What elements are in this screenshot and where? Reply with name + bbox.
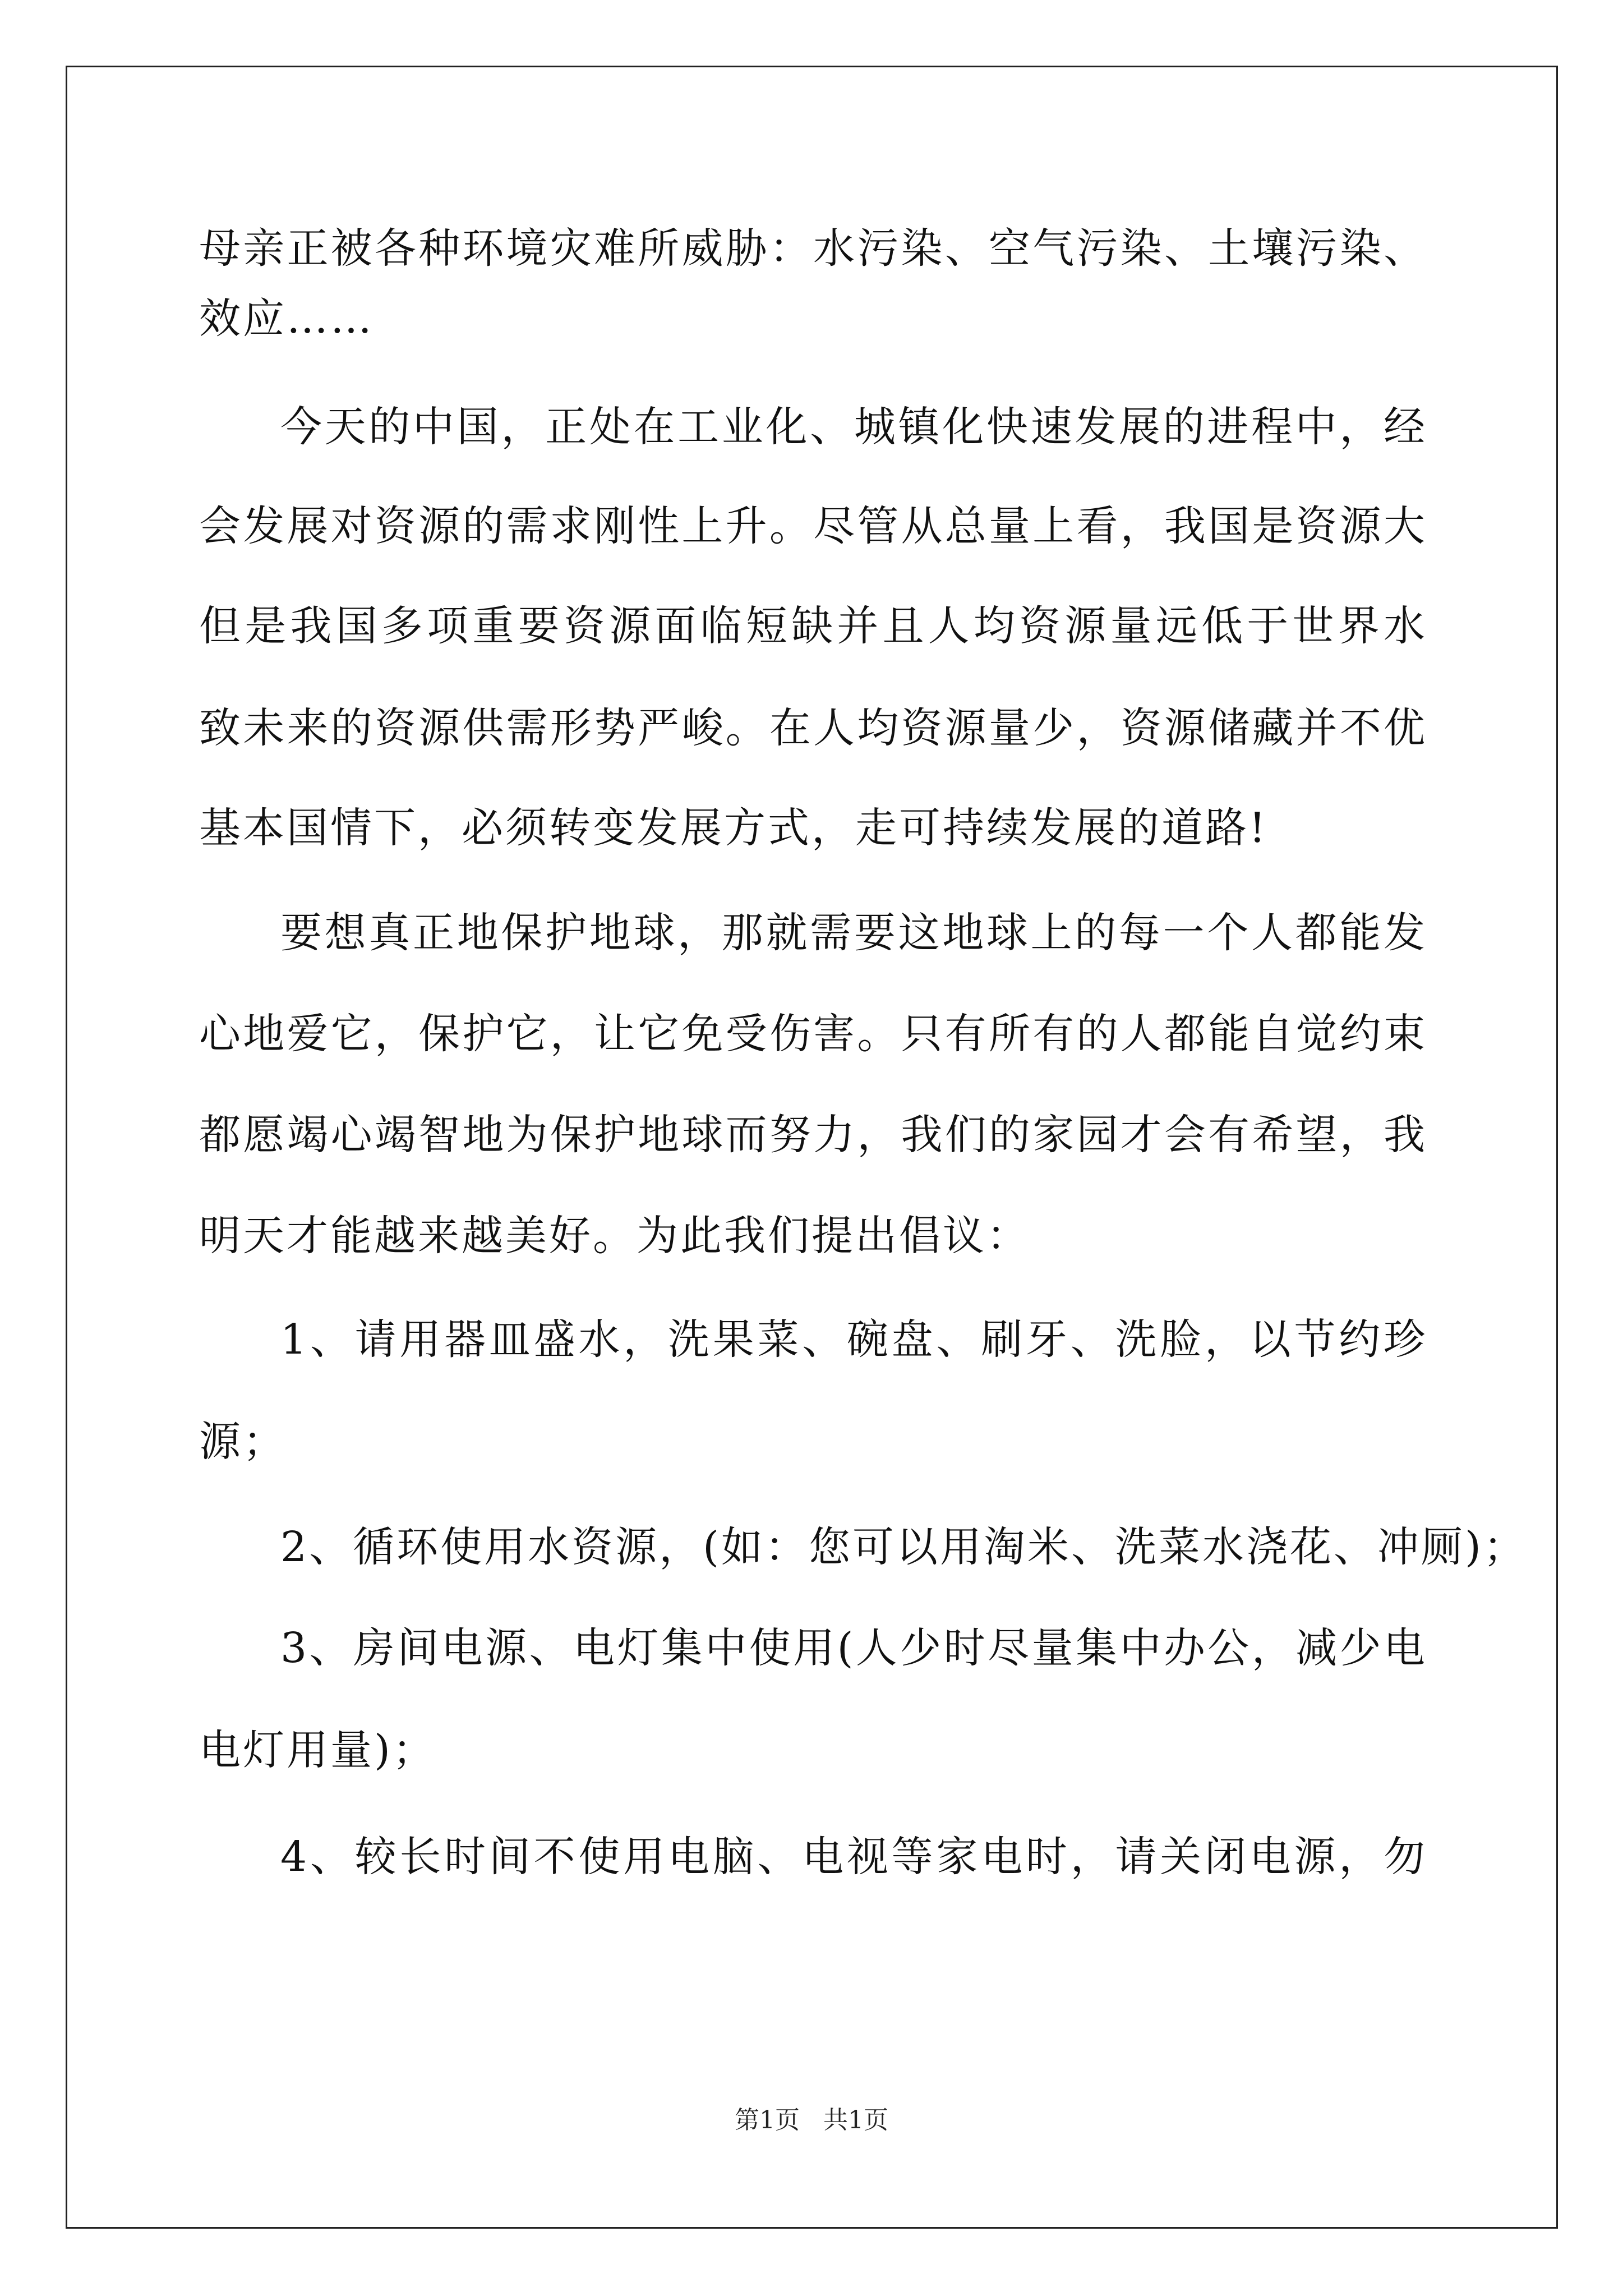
text-line: 会发展对资源的需求刚性上升。尽管从总量上看，我国是资源大 bbox=[199, 502, 1427, 550]
text-line: 电灯用量)； bbox=[199, 1726, 436, 1774]
text-line: 4、较长时间不使用电脑、电视等家电时，请关闭电源，勿 bbox=[280, 1833, 1427, 1881]
text-line: 要想真正地保护地球，那就需要这地球上的每一个人都能发 bbox=[280, 909, 1427, 957]
text-line: 明天才能越来越美好。为此我们提出倡议： bbox=[199, 1212, 1030, 1260]
page-total: 共1页 bbox=[823, 2106, 888, 2134]
text-line: 今天的中国，正处在工业化、城镇化快速发展的进程中，经 bbox=[280, 403, 1427, 451]
page-footer bbox=[0, 2104, 1623, 2137]
text-line: 源； bbox=[199, 1418, 287, 1466]
text-line: 效应…… bbox=[199, 295, 374, 343]
text-line: 基本国情下，必须转变发展方式，走可持续发展的道路! bbox=[199, 804, 1268, 852]
text-line: 但是我国多项重要资源面临短缺并且人均资源量远低于世界水 bbox=[199, 602, 1427, 650]
text-line: 3、房间电源、电灯集中使用(人少时尽量集中办公，减少电 bbox=[280, 1624, 1427, 1672]
text-line: 都愿竭心竭智地为保护地球而努力，我们的家园才会有希望，我 bbox=[199, 1111, 1427, 1159]
text-line: 心地爱它，保护它，让它免受伤害。只有所有的人都能自觉约束 bbox=[199, 1010, 1427, 1058]
text-line: 1、请用器皿盛水，洗果菜、碗盘、刷牙、洗脸，以节约珍 bbox=[280, 1315, 1427, 1364]
text-line: 母亲正被各种环境灾难所威胁：水污染、空气污染、土壤污染、 bbox=[199, 224, 1427, 273]
text-line: 致未来的资源供需形势严峻。在人均资源量少，资源储藏并不优 bbox=[199, 704, 1427, 752]
text-line: 2、循环使用水资源，(如：您可以用淘米、洗菜水浇花、冲厕)； bbox=[280, 1523, 1527, 1571]
page-number: 第1页 bbox=[735, 2106, 800, 2134]
